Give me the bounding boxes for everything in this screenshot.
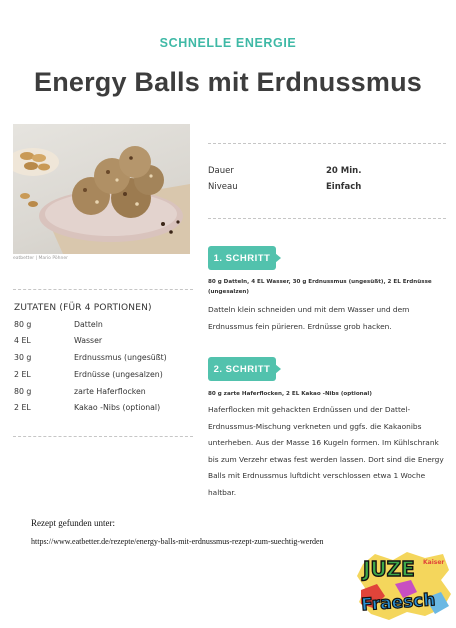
divider-ingredients-top [13,289,193,290]
ingredient-qty: 30 g [14,353,32,362]
step-1-ingredients-line: 80 g Datteln, 4 EL Wasser, 30 g Erdnussmus (ungesüßt), 2 EL Erdnüsse [208,279,432,285]
ingredient-name: Wasser [74,336,103,345]
step-1-text [208,302,446,335]
ingredient-qty: 2 EL [14,370,31,379]
ingredient-row [14,403,194,418]
logo-line2: Fraesch [360,590,437,616]
step-2-text-line: Erdnussmus-Mischung verkneten und ggfs. die Kakaonibs [208,421,422,431]
step-2-text-line: Haferflocken mit gehackten Erdnüssen und der Dattel- [208,405,411,414]
step-2-text [208,402,446,501]
recipe-title: Energy Balls mit Erdnussmus [33,67,422,97]
divider-mid-right [208,218,446,219]
ingredient-name: Erdnussmus (ungesüßt) [74,353,167,362]
ingredient-row [14,320,194,335]
ingredients-heading: ZUTATEN (FÜR 4 PORTIONEN) [14,303,152,313]
ingredient-name: Datteln [74,320,103,329]
divider-ingredients-bottom [13,436,193,437]
step-2-ingredients-line: 80 g zarte Haferflocken, 2 EL Kakao -Nibs (optional) [208,391,372,397]
photo-credit: eatbetter | Mario Pöhner [13,256,68,261]
recipe-photo [13,124,190,254]
meta-label-duration: Dauer [208,166,234,176]
ingredient-name: Kakao -Nibs (optional) [74,403,161,412]
juze-logo [355,550,453,622]
ingredient-qty: 80 g [14,387,32,396]
step-2-ingredients [208,389,438,399]
ingredient-row [14,387,194,402]
step-1-badge [208,246,276,270]
logo-line1: JUZE [363,557,415,581]
step-1-text-line: Erdnussmus fein pürieren. Erdnüsse grob hacken. [208,321,392,331]
step-2-text-line: Balls mit Erdnussmus luftdicht verschlossen etwa 1 Woche [208,471,426,480]
step-2-text-line: haltbar. [208,487,237,497]
section-kicker: SCHNELLE ENERGIE [159,36,297,50]
ingredient-row [14,336,194,351]
ingredient-qty: 2 EL [14,403,31,412]
step-2-text-line: unterheben. Aus der Masse 16 Kugeln formen. Im Kühlschrank [208,438,439,447]
ingredient-row [14,370,194,385]
divider-top-right [208,143,446,144]
source-label: Rezept gefunden unter: [31,518,115,528]
step-1-label: 1. SCHRITT [213,252,271,264]
meta-value-level: Einfach [326,182,362,192]
step-1-ingredients [208,277,438,297]
ingredient-name: zarte Haferflocken [74,387,146,396]
meta-label-level: Niveau [208,182,238,192]
step-2-label: 2. SCHRITT [213,363,271,375]
logo-line1-small: Kaiser [423,559,445,566]
step-2-text-line: bis zum Verzehr etwas fest werden lassen. Dort sind die Energy [208,454,444,464]
ingredient-qty: 4 EL [14,336,31,345]
meta-value-duration: 20 Min. [326,166,362,176]
step-1-text-line: Datteln klein schneiden und mit dem Wasser und dem [208,305,410,314]
step-1-ingredients-line: (ungesalzen) [208,289,249,295]
source-url[interactable]: https://www.eatbetter.de/rezepte/energy-balls-mit-erdnussmus-rezept-zum-suechtig-werden [31,537,324,546]
ingredient-qty: 80 g [14,320,32,329]
step-2-badge [208,357,276,381]
ingredient-name: Erdnüsse (ungesalzen) [74,370,163,379]
ingredient-row [14,353,194,368]
